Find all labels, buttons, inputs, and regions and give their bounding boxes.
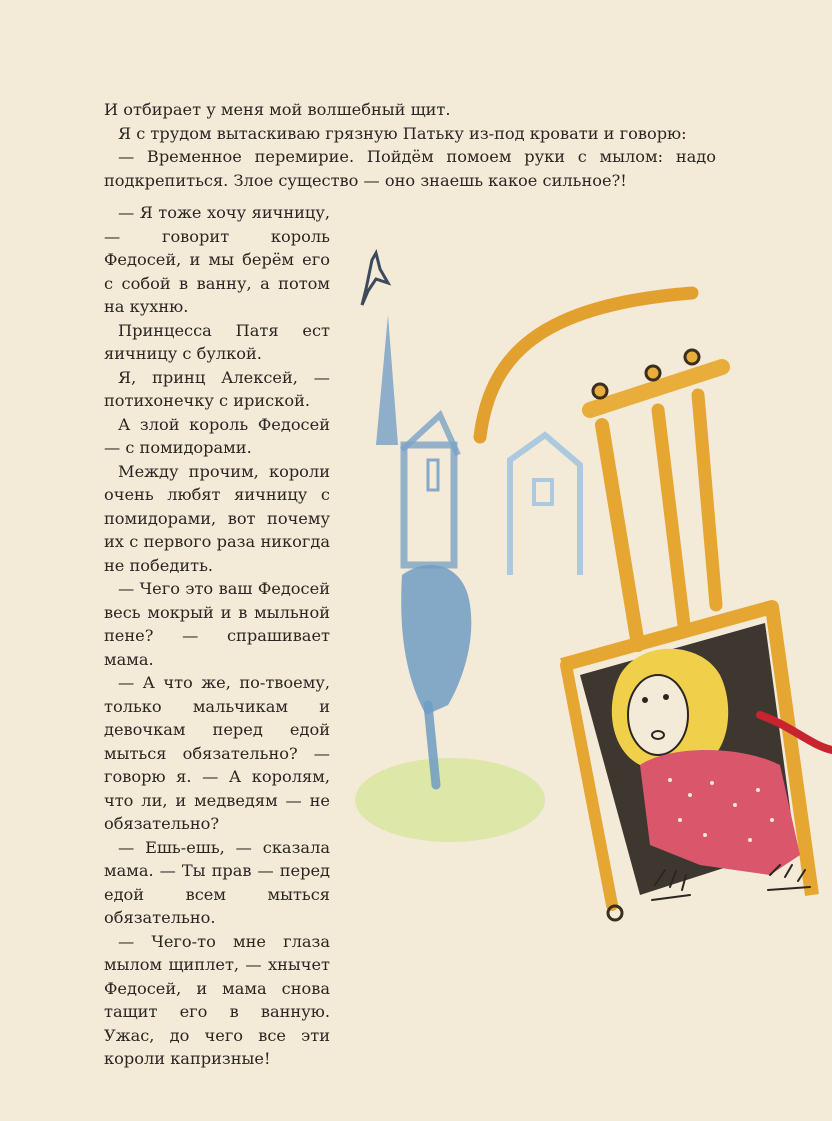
paragraph: — Временное перемирие. Пойдём помоем руки с мылом: надо подкрепиться. Злое существо — оно знаешь какое сильное?! xyxy=(104,147,716,190)
chair-leg xyxy=(658,410,684,625)
paragraph: Между прочим, короли очень любят яичницу с помидорами, вот почему их с первого раза никогда не победить. xyxy=(104,461,330,575)
paragraph: А злой король Федосей — с помидорами. xyxy=(104,414,330,457)
chair-knob xyxy=(593,384,607,398)
ground-wash xyxy=(355,758,545,842)
blue-blob xyxy=(401,565,471,715)
paragraph: И отбирает у меня мой волшебный щит. xyxy=(104,100,451,119)
house-window xyxy=(534,480,552,504)
watercolor-illustration xyxy=(340,245,832,945)
chair-knob xyxy=(685,350,699,364)
paragraph: — А что же, по-твоему, только мальчикам и девочкам перед едой мыться обязательно? — говорю я. — А королям, что ли, и медведям — не обязательно? xyxy=(104,673,330,833)
flag-icon xyxy=(362,253,388,305)
paragraph: Я с трудом вытаскиваю грязную Патьку из-под кровати и говорю: xyxy=(118,123,687,143)
church-spire xyxy=(376,315,398,445)
girl-eye xyxy=(663,694,669,700)
church-roof xyxy=(402,415,458,455)
chair-knob xyxy=(646,366,660,380)
tower-window xyxy=(428,460,438,490)
paragraph: — Я тоже хочу яичницу, — говорит король Федосей, и мы берём его с собой в ванну, а потом на кухню. xyxy=(104,203,330,316)
paragraph: — Чего-то мне глаза мылом щиплет, — хнычет Федосей, и мама снова тащит его в ванную. Ужас, до чего все эти короли капризные! xyxy=(104,931,330,1068)
girl-face xyxy=(628,675,688,755)
chair-leg xyxy=(698,395,716,605)
chair-leg xyxy=(602,425,638,645)
paragraph: Я, принц Алексей, — потихонечку с ириской. xyxy=(104,367,330,410)
text-block-wide xyxy=(104,98,716,192)
paragraph: — Ешь-ешь, — сказала мама. — Ты прав — перед едой всем мыться обязательно. xyxy=(104,837,330,927)
girl-eye xyxy=(642,697,648,703)
paragraph: Принцесса Патя ест яичницу с булкой. xyxy=(104,320,330,363)
paragraph: — Чего это ваш Федосей весь мокрый и в мыльной пене? — спрашивает мама. xyxy=(104,579,330,669)
text-block-column xyxy=(104,201,330,1071)
